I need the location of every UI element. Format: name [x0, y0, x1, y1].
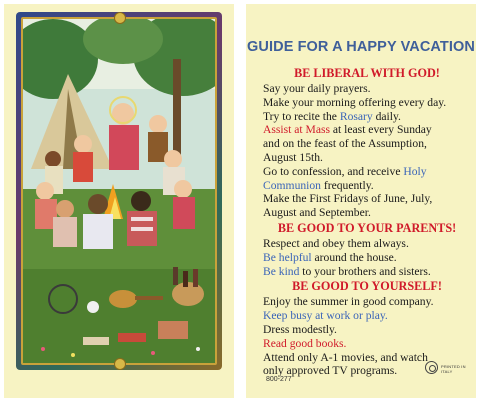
- emphasis-text: Keep busy at work or play.: [263, 309, 388, 323]
- emphasis-text: Assist at Mass: [263, 123, 330, 137]
- text-line: [263, 309, 471, 323]
- text-line: [263, 123, 471, 137]
- card-title: GUIDE FOR A HAPPY VACATION: [247, 39, 475, 55]
- text-segment: Attend only A-1 movies, and watch: [263, 350, 428, 364]
- frame-ornament-icon: [114, 12, 126, 24]
- text-line: [263, 364, 471, 378]
- text-segment: Enjoy the summer in good company.: [263, 295, 434, 309]
- text-line: [263, 82, 471, 96]
- text-segment: Dress modestly.: [263, 322, 337, 336]
- text-segment: frequently.: [320, 178, 374, 192]
- card-front: [4, 4, 234, 398]
- text-segment: to your brothers and sisters.: [299, 264, 431, 278]
- text-segment: Make your morning offering every day.: [263, 95, 447, 109]
- text-segment: August 15th.: [263, 150, 323, 164]
- text-segment: around the house.: [311, 250, 397, 264]
- text-line: [263, 110, 471, 124]
- children-around-campfire-illustration: [23, 19, 215, 363]
- emphasis-text: Communion: [263, 178, 321, 192]
- card-back: [246, 4, 476, 398]
- ornate-frame: [16, 12, 222, 370]
- section-heading: BE GOOD TO YOURSELF!: [292, 279, 442, 294]
- product-code: 800-277: [266, 376, 292, 383]
- text-line: [263, 96, 471, 110]
- card-text-body: [263, 65, 471, 378]
- text-line: [263, 206, 471, 220]
- emphasis-text: Read good books.: [263, 336, 347, 350]
- frame-ornament-icon: [114, 358, 126, 370]
- emphasis-text: Rosary: [339, 109, 373, 123]
- publisher-logo-icon: [425, 361, 438, 374]
- emphasis-text: Be kind: [263, 264, 300, 278]
- text-segment: daily.: [372, 109, 401, 123]
- text-line: [263, 237, 471, 251]
- text-line: [263, 165, 471, 179]
- text-segment: Say your daily prayers.: [263, 82, 371, 95]
- section-heading: BE GOOD TO YOUR PARENTS!: [277, 220, 457, 235]
- text-line: [263, 351, 471, 365]
- text-line: [263, 192, 471, 206]
- text-segment: Try to recite the: [263, 109, 340, 123]
- text-segment: Make the First Fridays of June, July,: [263, 192, 433, 206]
- emphasis-text: Be helpful: [263, 250, 312, 264]
- text-segment: and on the feast of the Assumption,: [263, 137, 427, 151]
- text-line: [263, 323, 471, 337]
- text-line: [263, 251, 471, 265]
- text-line: [263, 151, 471, 165]
- section-heading: BE LIBERAL WITH GOD!: [294, 66, 440, 80]
- text-segment: at least every Sunday: [330, 123, 432, 137]
- text-segment: August and September.: [263, 206, 371, 220]
- text-segment: Respect and obey them always.: [263, 236, 409, 250]
- text-line: [263, 295, 471, 309]
- text-segment: only approved TV programs.: [263, 364, 398, 378]
- text-segment: Go to confession, and receive: [263, 164, 404, 178]
- text-line: [263, 337, 471, 351]
- printed-note: PRINTED IN ITALY: [441, 364, 466, 374]
- text-line: [263, 265, 471, 279]
- text-line: [263, 137, 471, 151]
- illustration-panel: [21, 17, 217, 365]
- text-line: [263, 179, 471, 193]
- emphasis-text: Holy: [403, 164, 427, 178]
